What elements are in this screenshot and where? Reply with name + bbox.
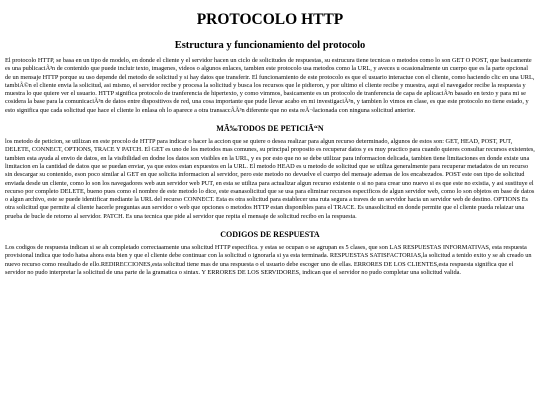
codes-heading: CODIGOS DE RESPUESTA	[220, 230, 320, 240]
intro-paragraph: El protocolo HTTP, se basa en un tipo de modelo, en donde el cliente y el servidor hacen un ciclo de solicitudes de respuestas, su estrucura tiene tecnicas o metodos como lo son GET O POST, que basicamente es una publicaciÃ³n de contenido que puede incluir texto, imagenes, videos o algunos enlaces, tambien este protocolo usa metodos como la URL, y aveces u ocasionalmente un cuerpo que es la parte opcional de un mensaje HTTP porque su uso depende del metodo de solicitud y si hay datos que transferir. El funcionamiento de este protocolo es que el usuario interactue con el cliente, como haciendo clic en una URL, tambiÃ©n el cliente envia la solicitud, asi mismo, el servidor recibe y procesa la solicitud y busca los recursos que le pidieron, y por ultimo el cliente recibe y muestra, aqui el navegador recibe la respuesta y muestra lo que quiere ver el usuario. HTTP significa protocolo de tranferencia de hipertexto, y como vimmos, basicamente es un protocolo de tranferencia de capa de aplicaciÃ³n basado en texto y para mi se cosidera la base para la comunicaciÃ³n de datos entre dispositivos de red, una cosa importante que pude llevar acabo en mi investigaciÃ³n, y tambien lo vimos en clase, es que este protocolo no tiene estado, y esto significa que cada solicitud que hace el cliente lo enlasa oh lo aparece a otra transaccÃÃ³n diferente que no esta reÃ¬lacionada con ninguna solicitud anterior.	[5, 57, 535, 114]
methods-paragraph: los metodo de peticion, se utilizan en este procolo de HTTP para indicar o hacer la accion que se quiere o desea realizar para algun recurso determinado, algunos de estos son: GET, HEAD, POST, PUT, DELETE, CONNECT, OPTIONS, TRACE Y PATCH. El GET es uno de los metodos mas comunes, su principal proposito es recuperar datos y es muy practico para cuando quieres consultar recursos existentes, tambien esta ayuda al envio de datos, en la visibilidad en dodne los datos son visibles en la URL, y es por esto que no se debe utilizar para informacion delicada, tambien tiene limitaciones en donde existe una limitacion en la cantidad de datos que se puedan enviar, ya que estos estan expuestos en la URL. El metodo HEAD es u metodo de solicitud que se utiliza generalmente para recuperar metadatos de un recurso sin descargar su contenido, eson poco similar al GET en que solicita informacion al servidor, pero este metodo no devuelve el cuerpo del mensaje ademas de los encabezados. POST este osn tipo de solicitud enviada desde un cliente, como lo son los navegadores web aun servidor web PUT, en esta se utiliza para actualizar algun recurso existente o si no para crear uno nuevo si es que este no existia, y asi sustituye el recurso por completo DELETE, bueno pues como el nombre de este metodo lo dice, este esanasolicitud que se usa para eliminar recursos especificos de algun servidor web, como lo son objetos en base de datos o algun archivo, este se puede identificar mediante la URL del recurso CONNECT. Esta es otra solicitud para establecer una ruta segura a traves de un servidor hacia un servidor web de destino. OPTIONS Es otra solicitud que permite al cliente hacerle preguntas aun servidor o web que opciones o metodos HTTP estan disponibles para el TRACE. Es unasolicitud en donde permite que el cliente pueda relaizar una prueba de bucle de retorno al servidor. PATCH. Es una tecnica que pide al servidor que repita el mensaje de solicitud recibo en la respuesta.	[5, 138, 535, 220]
page-subtitle: Estructura y funcionamiento del protocolo	[174, 40, 366, 51]
methods-heading: MÃ‰TODOS DE PETICIÃ“N	[216, 124, 324, 134]
codes-paragraph: Los codigos de respuesta indican si se ah completado correctaamente una solicitud HTTP especifica. y estas se ocupan o se agrupan es 5 clases, que son LAS RESPUESTAS INFORMATIVAS, esta respuesta provisional indica que todo hatsa ahora esta bien y que el cliente debe continuar con la solicitud o ignorarla si ya esta terminada. RESPUESTAS SATISFACTORIAS,la solicitud a tenido exito y se ah creado un nuevo recurso como resultado de ello.REDIRECCIONES,esta solicitud tiene mas de una respuesta o el usuario debe escoger uno de ellas. ERRORES DE LOS CLIENTES,esta respuesta significa que el servidor no pudo interpretar la solicitud de una parte de la gramatica o sintax. Y ERRORES DE LOS SERVIDORES, indican que el servidor no pudo completar una solicitud valida.	[5, 244, 532, 276]
page-title: PROTOCOLO HTTP	[196, 11, 344, 28]
